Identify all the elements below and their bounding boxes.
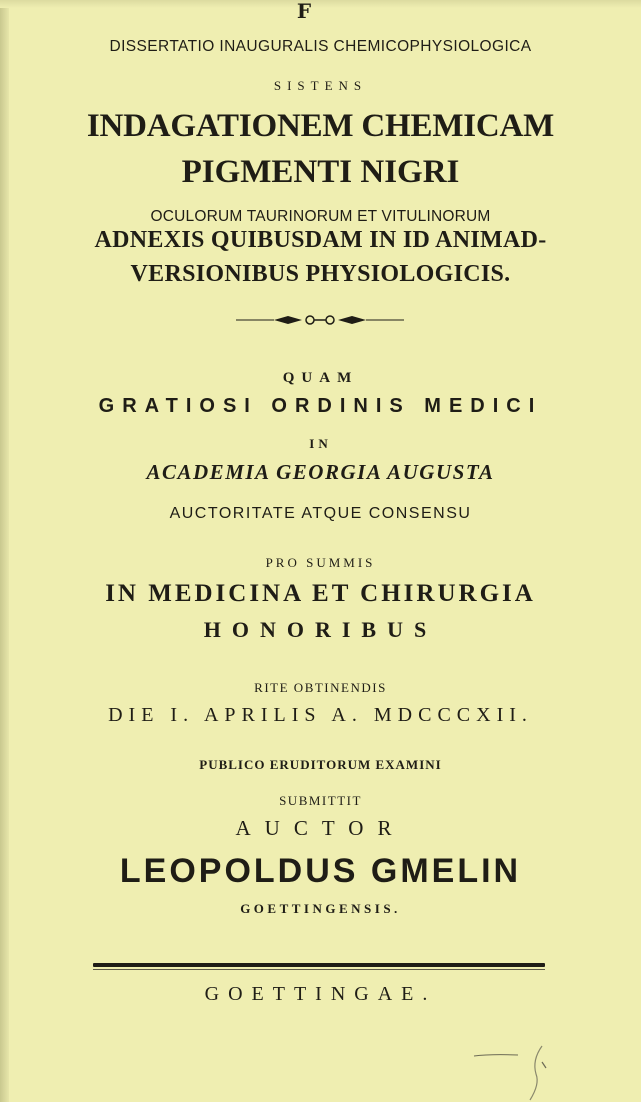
bottom-rule (93, 963, 545, 967)
dissertation-line: DISSERTATIO INAUGURALIS CHEMICOPHYSIOLOGICA (109, 38, 532, 55)
submittit-line: SUBMITTIT (279, 793, 362, 808)
pro-summis-line: PRO SUMMIS (265, 555, 376, 570)
subtitle-line-1: OCULORUM TAURINORUM ET VITULINORUM (150, 208, 491, 225)
medicina-line: IN MEDICINA ET CHIRURGIA (105, 580, 536, 607)
page-top-shadow (0, 0, 641, 8)
library-mark: F (296, 0, 312, 23)
author-name: LEOPOLDUS GMELIN (119, 852, 522, 890)
publico-line: PUBLICO ERUDITORUM EXAMINI (199, 757, 442, 772)
pencil-mark (470, 1042, 570, 1102)
auctoritate-line: AUCTORITATE ATQUE CONSENSU (169, 505, 472, 522)
ornamental-divider (236, 313, 404, 327)
place-line: GOETTINGAE. (204, 983, 437, 1005)
quam-line: QUAM (282, 370, 359, 386)
in-line: IN (309, 436, 332, 451)
author-origin: GOETTINGENSIS. (240, 901, 401, 916)
honoribus-line: HONORIBUS (203, 617, 438, 642)
date-line: DIE I. APRILIS A. MDCCCXII. (108, 704, 533, 726)
auctor-line: AUCTOR (235, 816, 406, 840)
academia-line: ACADEMIA GEORGIA AUGUSTA (146, 460, 495, 484)
sistens-line: SISTENS (273, 78, 368, 93)
gratiosi-line: GRATIOSI ORDINIS MEDICI (98, 395, 543, 417)
bottom-rule-thin (93, 969, 545, 970)
rite-line: RITE OBTINENDIS (254, 680, 387, 695)
subtitle-line-2: ADNEXIS QUIBUSDAM IN ID ANIMAD- (94, 227, 547, 253)
subtitle-line-3: VERSIONIBUS PHYSIOLOGICIS. (130, 261, 511, 287)
title-line-1: INDAGATIONEM CHEMICAM (86, 108, 555, 144)
title-line-2: PIGMENTI NIGRI (181, 154, 460, 190)
